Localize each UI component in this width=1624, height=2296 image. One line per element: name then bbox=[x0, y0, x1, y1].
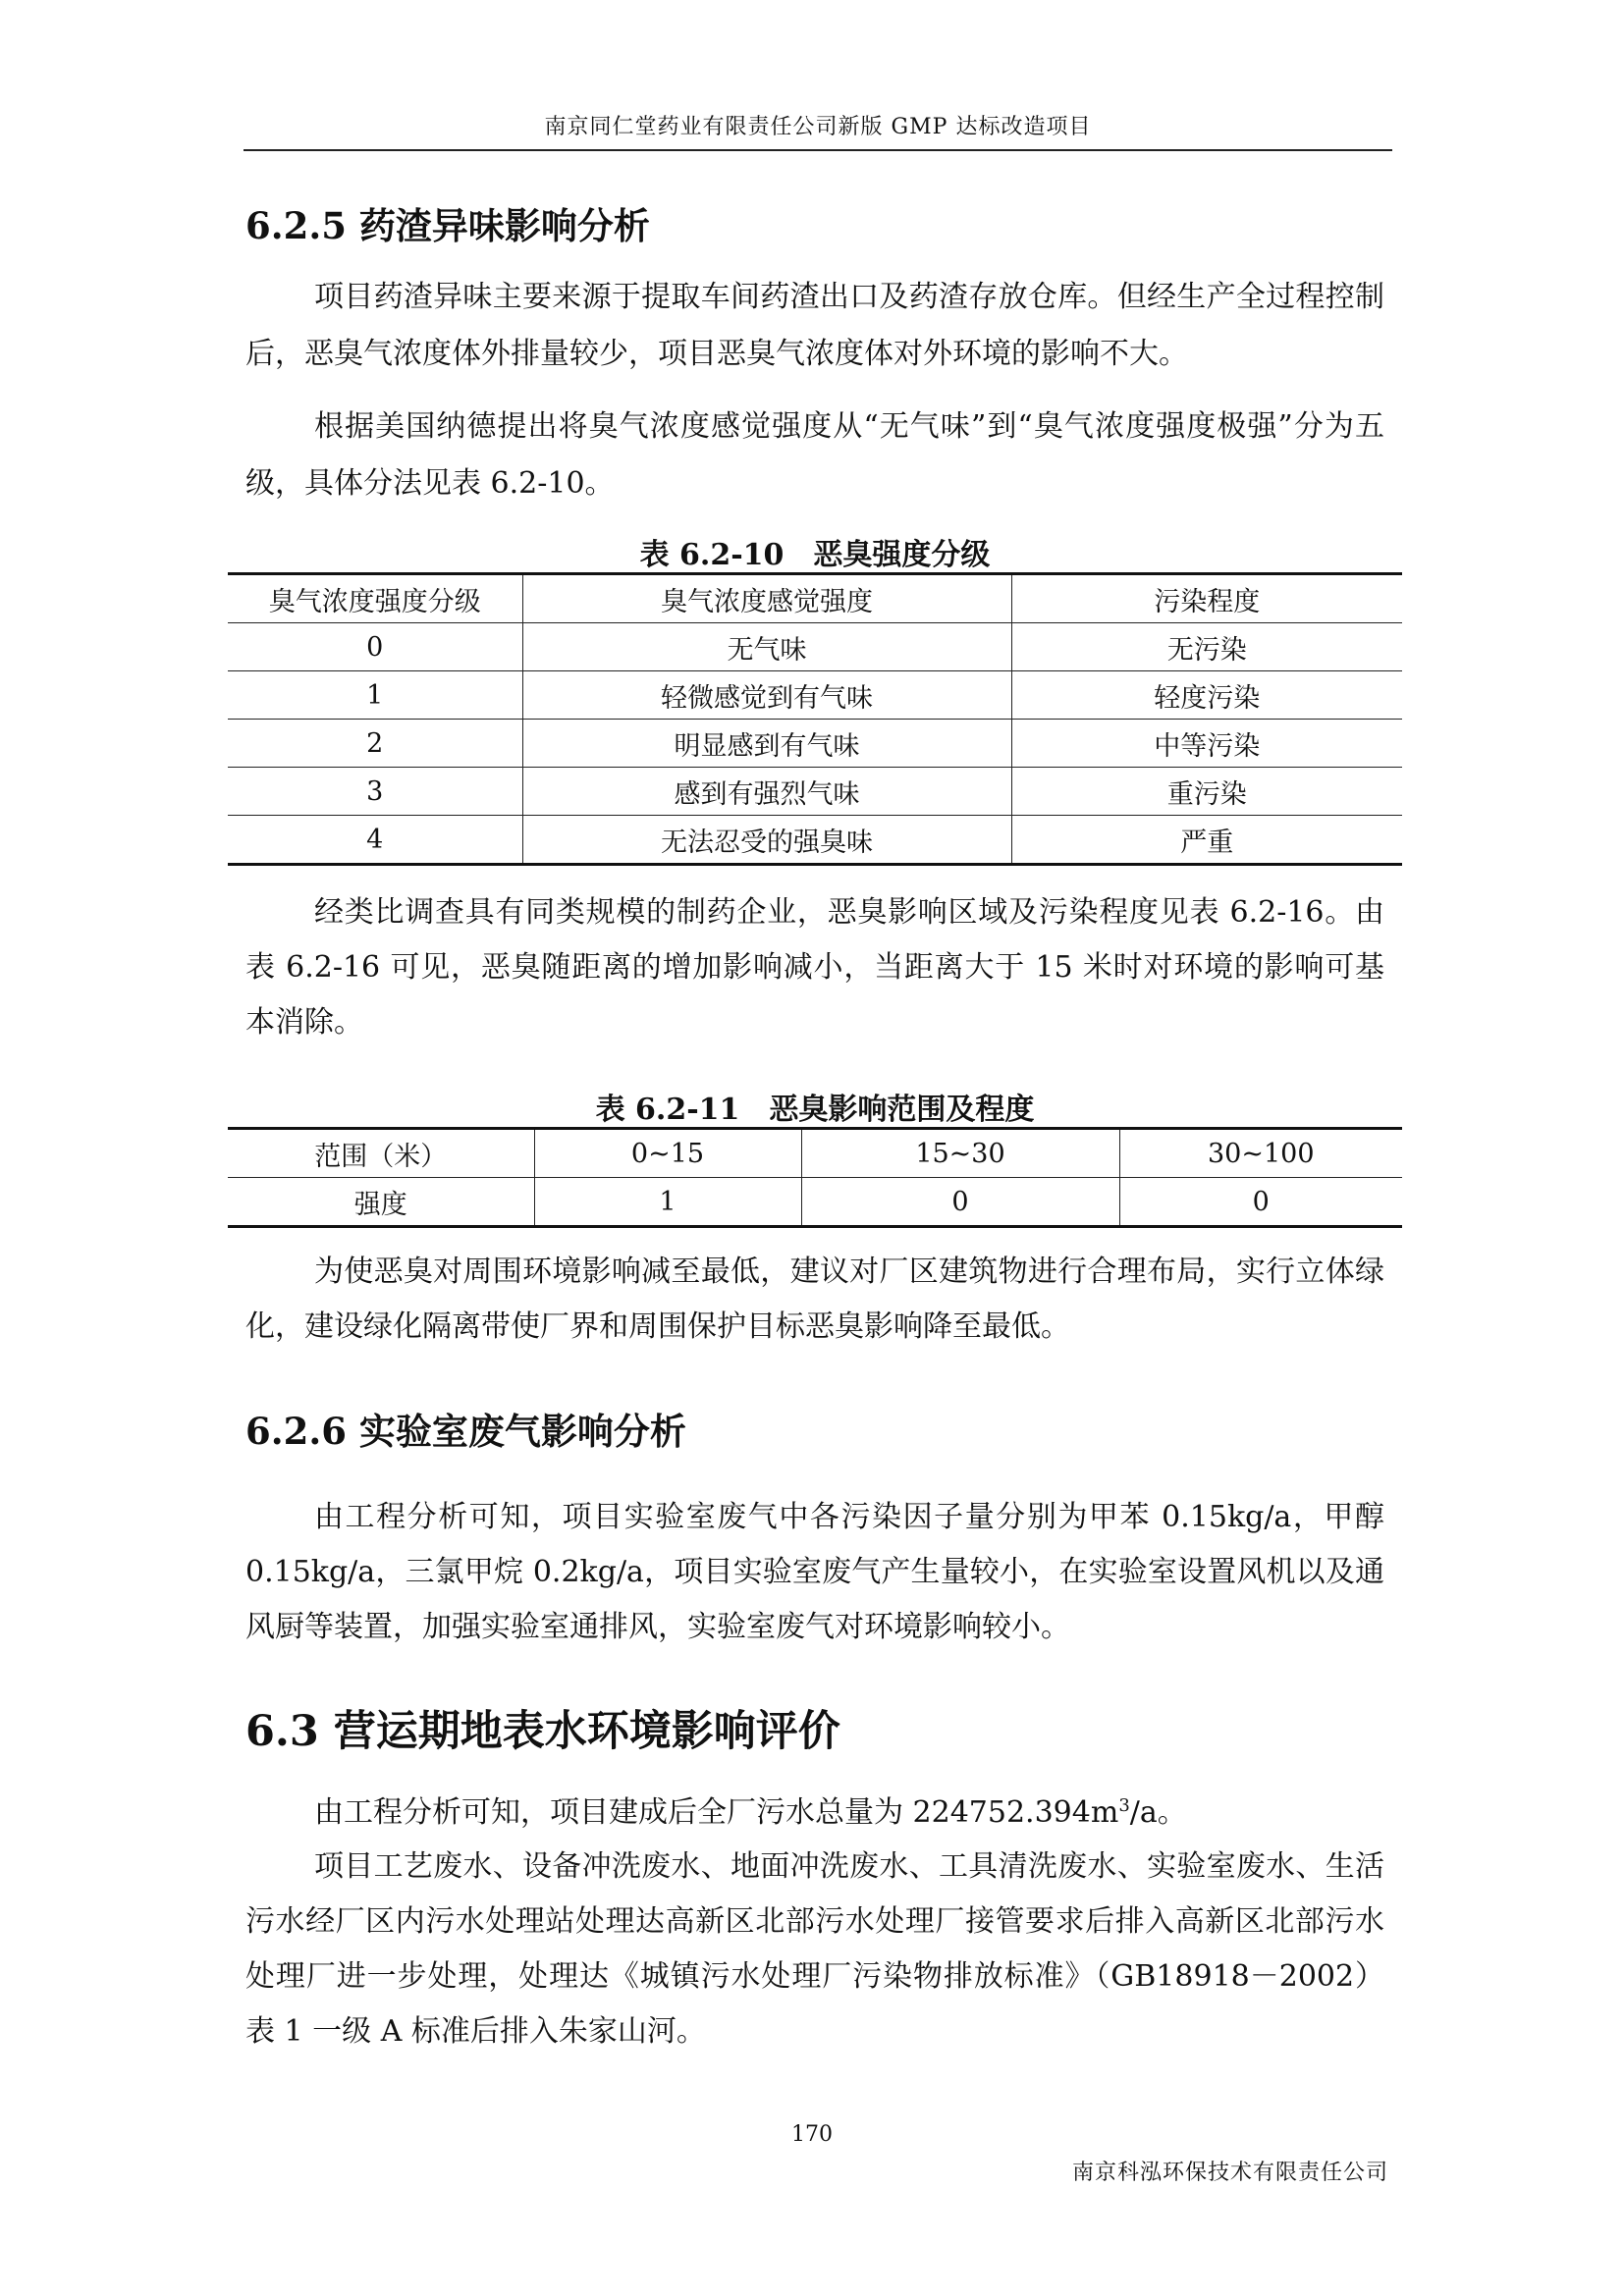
table-cell: 无法忍受的强臭味 bbox=[522, 816, 1011, 865]
table-cell: 严重 bbox=[1011, 816, 1402, 865]
table-cell: 无气味 bbox=[522, 623, 1011, 671]
page-number: 170 bbox=[791, 2122, 833, 2147]
wastewater-unit-suffix: /a。 bbox=[1129, 1795, 1187, 1830]
table-cell: 重污染 bbox=[1011, 768, 1402, 816]
table-cell: 中等污染 bbox=[1011, 720, 1402, 768]
table-header-cell: 臭气浓度感觉强度 bbox=[522, 574, 1011, 623]
table-header-cell: 30~100 bbox=[1119, 1129, 1402, 1178]
table-header-cell: 臭气浓度强度分级 bbox=[228, 574, 522, 623]
paragraph-odor-survey: 经类比调查具有同类规模的制药企业，恶臭影响区域及污染程度见表 6.2-16。由表 6.2-16 可见，恶臭随距离的增加影响减小，当距离大于 15 米时对环境的影响可基本消除。 bbox=[245, 895, 1384, 1040]
table-cell: 0 bbox=[228, 623, 522, 671]
table-cell: 1 bbox=[534, 1178, 801, 1227]
paragraph-odor-mitigation: 为使恶臭对周围环境影响减至最低，建议对厂区建筑物进行合理布局，实行立体绿化，建设绿化隔离带使厂界和周围保护目标恶臭影响降至最低。 bbox=[245, 1255, 1384, 1344]
table-header-row bbox=[228, 574, 1402, 623]
table-cell: 0 bbox=[1119, 1178, 1402, 1227]
table-cell: 强度 bbox=[228, 1178, 534, 1227]
table-row bbox=[228, 1178, 1402, 1227]
table-cell: 感到有强烈气味 bbox=[522, 768, 1011, 816]
table-cell: 无污染 bbox=[1011, 623, 1402, 671]
paragraph-wastewater-total bbox=[245, 1779, 1384, 1841]
table-cell: 0 bbox=[801, 1178, 1119, 1227]
table-cell: 轻度污染 bbox=[1011, 671, 1402, 720]
unit-superscript: 3 bbox=[1118, 1795, 1130, 1816]
heading-6-2-6: 6.2.6 实验室废气影响分析 bbox=[245, 1410, 686, 1453]
paragraph-odor-grading: 根据美国纳德提出将臭气浓度感觉强度从“无气味”到“臭气浓度强度极强”分为五级，具体分法见表 6.2-10。 bbox=[245, 409, 1384, 501]
table-header-cell: 15~30 bbox=[801, 1129, 1119, 1178]
odor-impact-range-table bbox=[228, 1127, 1402, 1228]
table-cell: 2 bbox=[228, 720, 522, 768]
table-row bbox=[228, 816, 1402, 865]
page-header-title: 南京同仁堂药业有限责任公司新版 GMP 达标改造项目 bbox=[544, 115, 1092, 139]
table-header-cell: 0~15 bbox=[534, 1129, 801, 1178]
odor-intensity-table bbox=[228, 572, 1402, 866]
table-row bbox=[228, 720, 1402, 768]
table-6-2-10-caption: 表 6.2-10 恶臭强度分级 bbox=[639, 538, 991, 572]
heading-6-3: 6.3 营运期地表水环境影响评价 bbox=[245, 1707, 840, 1756]
table-row bbox=[228, 623, 1402, 671]
paragraph-lab-exhaust: 由工程分析可知，项目实验室废气中各污染因子量分别为甲苯 0.15kg/a，甲醇 0.15kg/a，三氯甲烷 0.2kg/a，项目实验室废气产生量较小，在实验室设置风机以及通风厨等装置，加强实验室通排风，实验室废气对环境影响较小。 bbox=[245, 1500, 1384, 1644]
table-header-row bbox=[228, 1129, 1402, 1178]
table-6-2-11-caption: 表 6.2-11 恶臭影响范围及程度 bbox=[595, 1093, 1035, 1127]
header-divider bbox=[244, 149, 1392, 151]
table-cell: 1 bbox=[228, 671, 522, 720]
wastewater-total-text: 由工程分析可知，项目建成后全厂污水总量为 224752.394m bbox=[314, 1795, 1119, 1830]
table-header-cell: 污染程度 bbox=[1011, 574, 1402, 623]
paragraph-wastewater-treatment: 项目工艺废水、设备冲洗废水、地面冲洗废水、工具清洗废水、实验室废水、生活污水经厂区内污水处理站处理达高新区北部污水处理厂接管要求后排入高新区北部污水处理厂进一步处理，处理达《城镇污水处理厂污染物排放标准》（GB18918－2002）表 1 一级 A 标准后排入朱家山河。 bbox=[245, 1849, 1384, 2049]
footer-company-name: 南京科泓环保技术有限责任公司 bbox=[1071, 2161, 1388, 2185]
paragraph-residue-odor-source: 项目药渣异味主要来源于提取车间药渣出口及药渣存放仓库。但经生产全过程控制后，恶臭气浓度体外排量较少，项目恶臭气浓度体对外环境的影响不大。 bbox=[245, 280, 1384, 371]
table-row bbox=[228, 671, 1402, 720]
table-cell: 3 bbox=[228, 768, 522, 816]
table-cell: 明显感到有气味 bbox=[522, 720, 1011, 768]
table-header-cell: 范围（米） bbox=[228, 1129, 534, 1178]
heading-6-2-5: 6.2.5 药渣异味影响分析 bbox=[245, 204, 650, 247]
table-cell: 4 bbox=[228, 816, 522, 865]
table-cell: 轻微感觉到有气味 bbox=[522, 671, 1011, 720]
table-row bbox=[228, 768, 1402, 816]
